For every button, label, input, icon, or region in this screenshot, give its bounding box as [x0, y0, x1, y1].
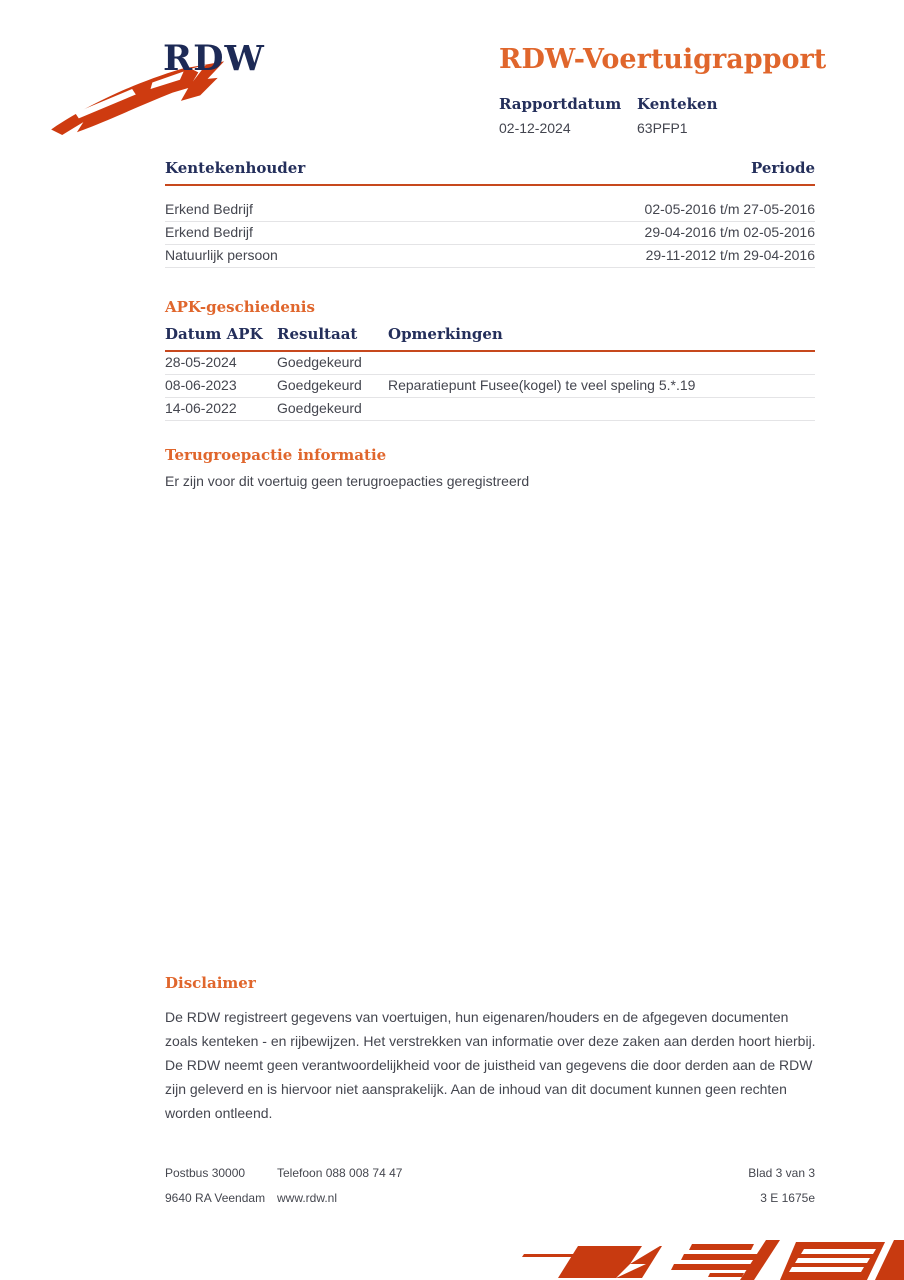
apk-remarks: Reparatiepunt Fusee(kogel) te veel speling 5.*.19	[388, 377, 696, 393]
disclaimer-heading: Disclaimer	[165, 974, 256, 992]
holders-section	[165, 159, 815, 268]
recall-text: Er zijn voor dit voertuig geen terugroepacties geregistreerd	[165, 473, 530, 489]
footer-city: 9640 RA Veendam	[165, 1191, 266, 1205]
holders-table-body	[165, 199, 815, 268]
holder-name: Erkend Bedrijf	[165, 201, 253, 217]
apk-result: Goedgekeurd	[277, 377, 362, 393]
apk-date: 14-06-2022	[165, 400, 237, 416]
report-date-block	[499, 95, 637, 136]
disclaimer-text: De RDW registreert gegevens van voertuigen, hun eigenaren/houders en de afgegeven documenten zoals kenteken - en rijbewijzen. Het verstrekken van informatie over deze zaken aan derden hoort hierbij. De RDW neemt geen verantwoordelijkheid voor de juistheid van gegevens die door derden aan de RDW zijn geleverd en is hiervoor niet aansprakelijk. Aan de inhoud van dit document kunnen geen rechten worden ontleend.	[165, 1009, 816, 1121]
table-row	[165, 398, 815, 421]
apk-history-section	[165, 298, 815, 421]
holders-col-holder: Kentekenhouder	[165, 159, 306, 177]
license-plate-value: 63PFP1	[637, 120, 688, 136]
apk-table-body	[165, 352, 815, 421]
license-plate-block	[637, 95, 775, 136]
apk-result: Goedgekeurd	[277, 354, 362, 370]
report-date-label: Rapportdatum	[499, 95, 622, 113]
table-row	[165, 222, 815, 245]
table-row	[165, 375, 815, 398]
footer-page-indicator: Blad 3 van 3	[748, 1166, 815, 1180]
apk-col-result: Resultaat	[277, 325, 358, 343]
holder-period: 02-05-2016 t/m 27-05-2016	[644, 201, 815, 217]
table-row	[165, 199, 815, 222]
holders-table-header	[165, 159, 815, 186]
footer-row	[165, 1191, 815, 1205]
apk-remarks	[388, 355, 815, 370]
license-plate-label: Kenteken	[637, 95, 718, 113]
recall-section-heading: Terugroepactie informatie	[165, 446, 387, 464]
rdw-logo-wordmark: RDW	[163, 38, 265, 79]
table-row	[165, 352, 815, 375]
holder-period: 29-11-2012 t/m 29-04-2016	[645, 247, 815, 263]
apk-remarks	[388, 401, 815, 416]
recall-section	[165, 446, 815, 489]
page-footer	[165, 1166, 815, 1216]
speed-stripes-graphic	[514, 1236, 904, 1280]
apk-col-date: Datum APK	[165, 325, 263, 343]
footer-doc-code: 3 E 1675e	[760, 1191, 815, 1205]
holder-name: Erkend Bedrijf	[165, 224, 253, 240]
apk-table-header	[165, 325, 815, 352]
apk-section-heading: APK-geschiedenis	[165, 298, 315, 316]
page-title: RDW-Voertuigrapport	[499, 44, 827, 75]
apk-col-remarks: Opmerkingen	[388, 325, 503, 343]
apk-date: 28-05-2024	[165, 354, 237, 370]
report-meta	[499, 95, 775, 136]
holder-name: Natuurlijk persoon	[165, 247, 278, 263]
holders-col-period: Periode	[750, 159, 815, 177]
table-row	[165, 245, 815, 268]
footer-website: www.rdw.nl	[277, 1191, 338, 1205]
holder-period: 29-04-2016 t/m 02-05-2016	[644, 224, 815, 240]
report-date-value: 02-12-2024	[499, 120, 571, 136]
disclaimer-section	[165, 974, 815, 1125]
footer-postbus: Postbus 30000	[165, 1166, 246, 1180]
footer-row	[165, 1166, 815, 1180]
apk-date: 08-06-2023	[165, 377, 237, 393]
apk-result: Goedgekeurd	[277, 400, 362, 416]
footer-phone: Telefoon 088 008 74 47	[277, 1166, 403, 1180]
